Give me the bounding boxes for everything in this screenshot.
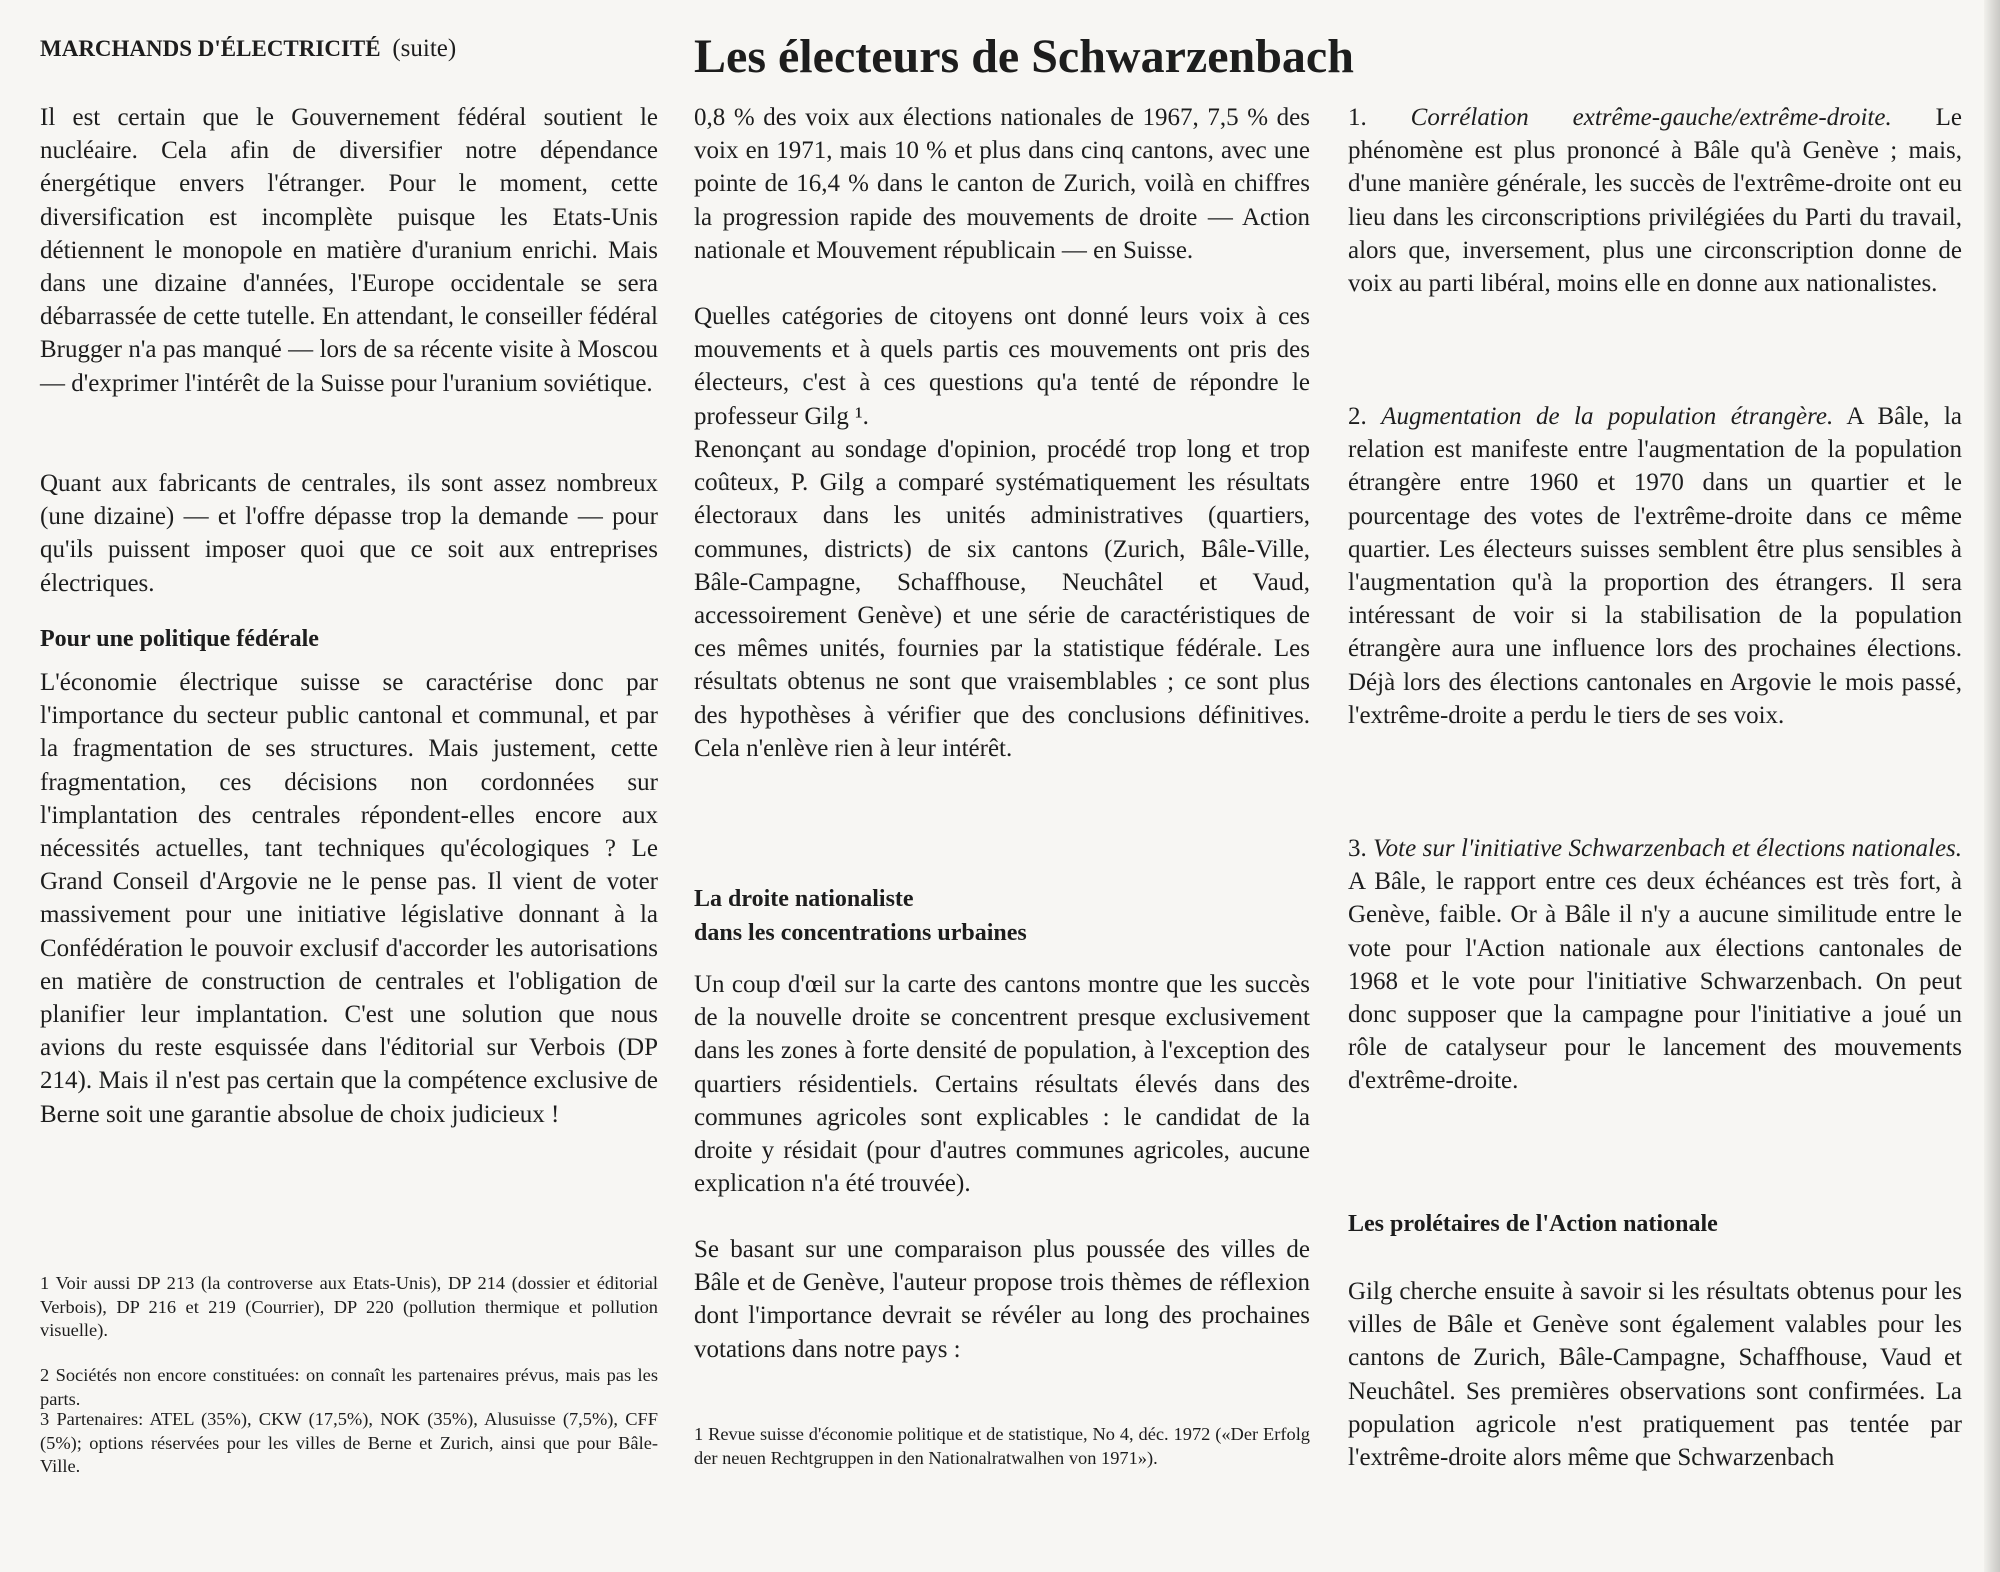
footnote: 2 Sociétés non encore constituées: on connaît les partenaires prévus, mais pas les parts.	[40, 1365, 658, 1409]
paragraph: Quelles catégories de citoyens ont donné leurs voix à ces mouvements et à quels partis ces mouvements ont pris des électeurs, c'est à ces questions qu'a tenté de répondre le professeur Gilg ¹.	[694, 303, 1310, 430]
paragraph: Se basant sur une comparaison plus poussée des villes de Bâle et de Genève, l'auteur propose trois thèmes de réflexion dont l'importance devrait se révéler au long des prochaines votations dans notre pays :	[694, 1236, 1310, 1363]
paragraph: Gilg cherche ensuite à savoir si les résultats obtenus pour les villes de Bâle et Genève sont également valables pour les cantons de Zurich, Bâle-Campagne, Schaffhouse, Vaud et Neuchâtel. Ses premières observations sont confirmées. La population agricole n'est pratiquement pas tentée par l'extrême-droite alors même que Schwarzenbach	[1348, 1278, 1962, 1472]
paragraph: Quant aux fabricants de centrales, ils sont assez nombreux (une dizaine) — et l'offre dépasse trop la demande — pour qu'ils puissent imposer quoi que ce soit aux entreprises électriques.	[40, 470, 658, 597]
item-title: Augmentation de la population étrangère.	[1381, 403, 1834, 430]
footnote: 3 Partenaires: ATEL (35%), CKW (17,5%), NOK (35%), Alusuisse (7,5%), CFF (5%); options réservées pour les villes de Berne et Zurich, ainsi que pour Bâle-Ville.	[40, 1409, 658, 1477]
item-number: 3.	[1348, 835, 1367, 862]
column-right	[1348, 0, 1962, 1572]
item-text: Le phénomène est plus prononcé à Bâle qu'à Genève ; mais, d'une manière générale, les succès de l'extrême-droite ont eu lieu dans les circonscriptions privilégiées du Parti du travail, alors que, inversement, plus une circonscription donne de voix au parti libéral, moins elle en donne aux nationalistes.	[1348, 104, 1963, 298]
item-text: A Bâle, le rapport entre ces deux échéances est très fort, à Genève, faible. Or à Bâle il n'y a aucune similitude entre le vote pour l'Action nationale aux élections cantonales de 1968 et le vote pour l'initiative Schwarzenbach. On peut donc supposer que la campagne pour l'initiative a joué un rôle de catalyseur pour le lancement des mouvements d'extrême-droite.	[1348, 868, 1962, 1095]
item-text: A Bâle, la relation est manifeste entre l'augmentation de la population étrangère entre 1960 et 1970 dans un quartier et le pourcentage des votes de l'extrême-droite dans ce même quartier. Les électeurs suisses semblent être plus sensibles à l'augmentation qu'à la proportion des étrangers. Il sera intéressant de voir si la stabilisation de la population étrangère aura une influence lors des prochaines élections. Déjà lors des élections cantonales en Argovie le mois passé, l'extrême-droite a perdu le tiers de ses voix.	[1348, 403, 1963, 729]
article-title: Les électeurs de Schwarzenbach	[694, 30, 1354, 83]
paragraph: Il est certain que le Gouvernement fédéral soutient le nucléaire. Cela afin de diversifier notre dépendance énergétique envers l'étranger. Pour le moment, cette diversification est incomplète puisque les Etats-Unis détiennent le monopole en matière d'uranium enrichi. Mais dans une dizaine d'années, l'Europe occidentale se sera débarrassée de cette tutelle. En attendant, le conseiller fédéral Brugger n'a pas manqué — lors de sa récente visite à Moscou — d'exprimer l'intérêt de la Suisse pour l'uranium soviétique.	[40, 104, 658, 397]
numbered-paragraph	[1348, 101, 1962, 300]
subheading-line: La droite nationaliste	[694, 886, 914, 912]
numbered-paragraph	[1348, 832, 1962, 1098]
subheading: Pour une politique fédérale	[40, 626, 319, 652]
footnote: 1 Voir aussi DP 213 (la controverse aux Etats-Unis), DP 214 (dossier et éditorial Verbois), DP 216 et 219 (Courrier), DP 220 (pollution thermique et pollution visuelle).	[40, 1273, 658, 1341]
subheading: Les prolétaires de l'Action nationale	[1348, 1211, 1718, 1237]
paragraph: L'économie électrique suisse se caractérise donc par l'importance du secteur public cantonal et communal, et par la fragmentation de ses structures. Mais justement, cette fragmentation, ces décisions non cordonnées sur l'implantation des centrales répondent-elles encore aux nécessités actuelles, tant techniques qu'écologiques ? Le Grand Conseil d'Argovie ne le pense pas. Il vient de voter massivement pour une initiative législative donnant à la Confédération le pouvoir exclusif d'accorder les autorisations en matière de construction de centrales et l'obligation de planifier leur implantation. C'est une solution que nous avions du reste esquissée dans l'éditorial sur Verbois (DP 214). Mais il n'est pas certain que la compétence exclusive de Berne soit une garantie absolue de choix judicieux !	[40, 669, 658, 1128]
subheading	[694, 882, 1310, 950]
item-number: 1.	[1348, 104, 1367, 131]
section-header-title: MARCHANDS D'ÉLECTRICITÉ	[40, 36, 381, 61]
item-title: Corrélation extrême-gauche/extrême-droite.	[1410, 104, 1892, 131]
section-header	[40, 34, 658, 64]
paragraph: Un coup d'œil sur la carte des cantons montre que les succès de la nouvelle droite se concentrent presque exclusivement dans les zones à forte densité de population, à l'exception des quartiers résidentiels. Certains résultats élevés dans des communes agricoles sont explicables : le candidat de la droite y résidait (pour d'autres communes agricoles, aucune explication n'a été trouvée).	[694, 971, 1310, 1198]
numbered-paragraph	[1348, 400, 1962, 732]
item-number: 2.	[1348, 403, 1367, 430]
subheading-line: dans les concentrations urbaines	[694, 920, 1027, 946]
footnote: 1 Revue suisse d'économie politique et de statistique, No 4, déc. 1972 («Der Erfolg der neuen Rechtgruppen in den Nationalratwalhen von 1971»).	[694, 1424, 1310, 1468]
section-header-suffix: (suite)	[392, 35, 457, 62]
item-title: Vote sur l'initiative Schwarzenbach et élections nationales.	[1373, 835, 1963, 862]
column-left	[40, 0, 658, 1572]
page-edge	[1984, 0, 2000, 1572]
paragraph: 0,8 % des voix aux élections nationales de 1967, 7,5 % des voix en 1971, mais 10 % et plus dans cinq cantons, avec une pointe de 16,4 % dans le canton de Zurich, voilà en chiffres la progression rapide des mouvements de droite — Action nationale et Mouvement républicain — en Suisse.	[694, 104, 1310, 264]
column-middle	[694, 0, 1354, 1572]
paragraph: Renonçant au sondage d'opinion, procédé trop long et trop coûteux, P. Gilg a comparé systématiquement les résultats électoraux dans les unités administratives (quartiers, communes, districts) de six cantons (Zurich, Bâle-Ville, Bâle-Campagne, Schaffhouse, Neuchâtel et Vaud, accessoirement Genève) et une série de caractéristiques de ces mêmes unités, fournies par la statistique fédérale. Les résultats obtenus ne sont que vraisemblables ; ce sont plus des hypothèses à vérifier que des conclusions définitives. Cela n'enlève rien à leur intérêt.	[694, 436, 1310, 762]
